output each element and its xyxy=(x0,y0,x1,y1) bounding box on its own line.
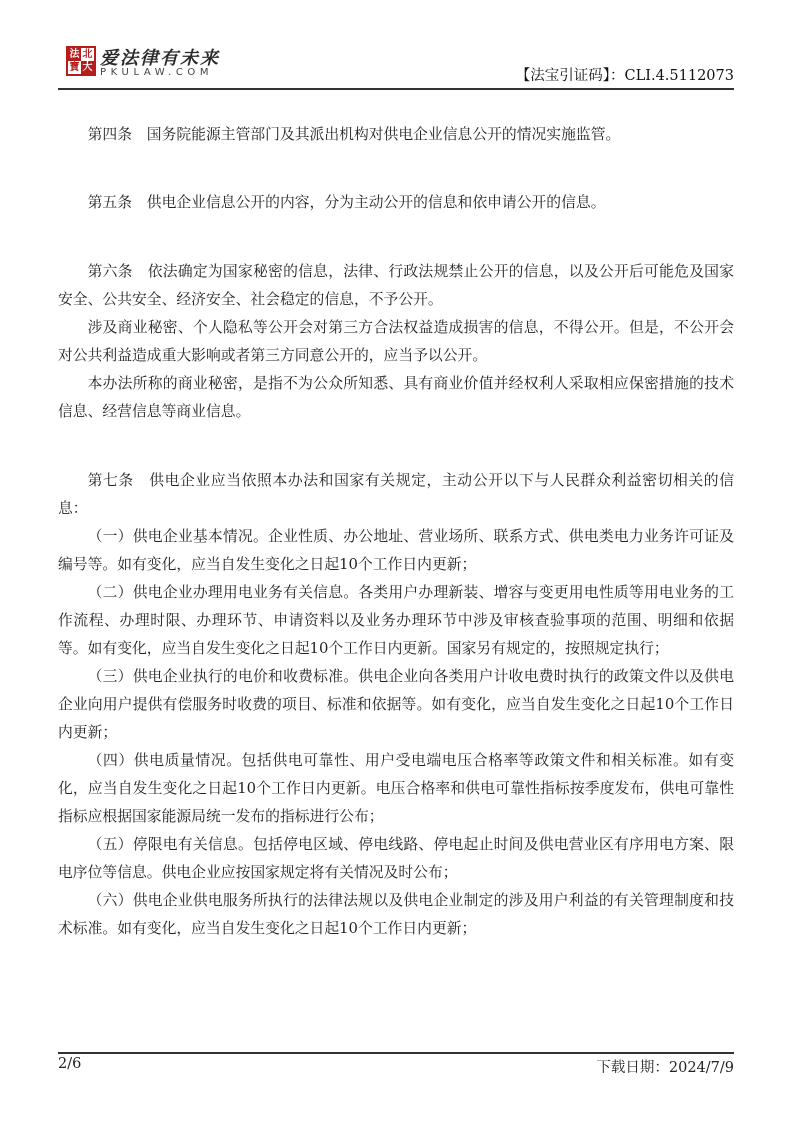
download-date: 下载日期：2024/7/9 xyxy=(596,1060,734,1076)
header-divider xyxy=(58,88,734,90)
document-body xyxy=(58,121,734,943)
footer-divider xyxy=(58,1052,734,1054)
page-header xyxy=(58,40,734,90)
seal-char: 北 xyxy=(82,49,93,60)
article-4: 第四条 国务院能源主管部门及其派出机构对供电企业信息公开的情况实施监管。 xyxy=(87,126,621,143)
article-7-item-3: （三）供电企业执行的电价和收费标准。供电企业向各类用户计收电费时执行的政策文件以及供电企业向用户提供有偿服务时收费的项目、标准和依据等。如有变化，应当自发生变化之日起10个工作日内更新； xyxy=(58,668,734,741)
spacer xyxy=(58,149,734,189)
article-7-item-4: （四）供电质量情况。包括供电可靠性、用户受电端电压合格率等政策文件和相关标准。如有变化，应当自发生变化之日起10个工作日内更新。电压合格率和供电可靠性指标按季度发布，供电可靠性指标应根据国家能源局统一发布的指标进行公布； xyxy=(58,752,734,825)
logo-site-url: PKULAW.COM xyxy=(100,67,214,78)
article-6-para-3: 本办法所称的商业秘密，是指不为公众所知悉、具有商业价值并经权利人采取相应保密措施的技术信息、经营信息等商业信息。 xyxy=(58,375,734,420)
article-7-item-1: （一）供电企业基本情况。企业性质、办公地址、营业场所、联系方式、供电类电力业务许可证及编号等。如有变化，应当自发生变化之日起10个工作日内更新； xyxy=(58,528,734,573)
article-7-item-2: （二）供电企业办理用电业务有关信息。各类用户办理新装、增容与变更用电性质等用电业务的工作流程、办理时限、办理环节、申请资料以及业务办理环节中涉及审核查验事项的范围、明细和依据等。如有变化，应当自发生变化之日起10个工作日内更新。国家另有规定的，按照规定执行； xyxy=(58,584,734,657)
article-7-item-6: （六）供电企业供电服务所执行的法律法规以及供电企业制定的涉及用户利益的有关管理制度和技术标准。如有变化，应当自发生变化之日起10个工作日内更新； xyxy=(58,892,734,937)
seal-char: 大 xyxy=(82,62,93,73)
article-6-para-1: 第六条 依法确定为国家秘密的信息，法律、行政法规禁止公开的信息，以及公开后可能危及国家安全、公共安全、经济安全、社会稳定的信息，不予公开。 xyxy=(58,263,734,308)
seal-char: 寶 xyxy=(69,62,80,73)
page-number: 2/6 xyxy=(58,1056,82,1072)
article-6-para-2: 涉及商业秘密、个人隐私等公开会对第三方合法权益造成损害的信息，不得公开。但是，不公开会对公共利益造成重大影响或者第三方同意公开的，应当予以公开。 xyxy=(58,319,734,364)
seal-char: 法 xyxy=(69,49,80,60)
spacer xyxy=(58,217,734,258)
article-7-intro: 第七条 供电企业应当依照本办法和国家有关规定，主动公开以下与人民群众利益密切相关的信息： xyxy=(58,472,734,517)
pkulaw-seal-icon xyxy=(66,46,96,76)
spacer xyxy=(58,426,734,467)
pkulaw-logo[interactable] xyxy=(66,46,296,78)
article-7-item-5: （五）停限电有关信息。包括停电区域、停电线路、停电起止时间及供电营业区有序用电方案、限电序位等信息。供电企业应按国家规定将有关情况及时公布； xyxy=(58,836,734,881)
article-5: 第五条 供电企业信息公开的内容，分为主动公开的信息和依申请公开的信息。 xyxy=(87,194,606,211)
logo-slogan: 爱法律有未来 xyxy=(100,48,220,69)
citation-code: 【法宝引证码】：CLI.4.5112073 xyxy=(515,68,734,84)
